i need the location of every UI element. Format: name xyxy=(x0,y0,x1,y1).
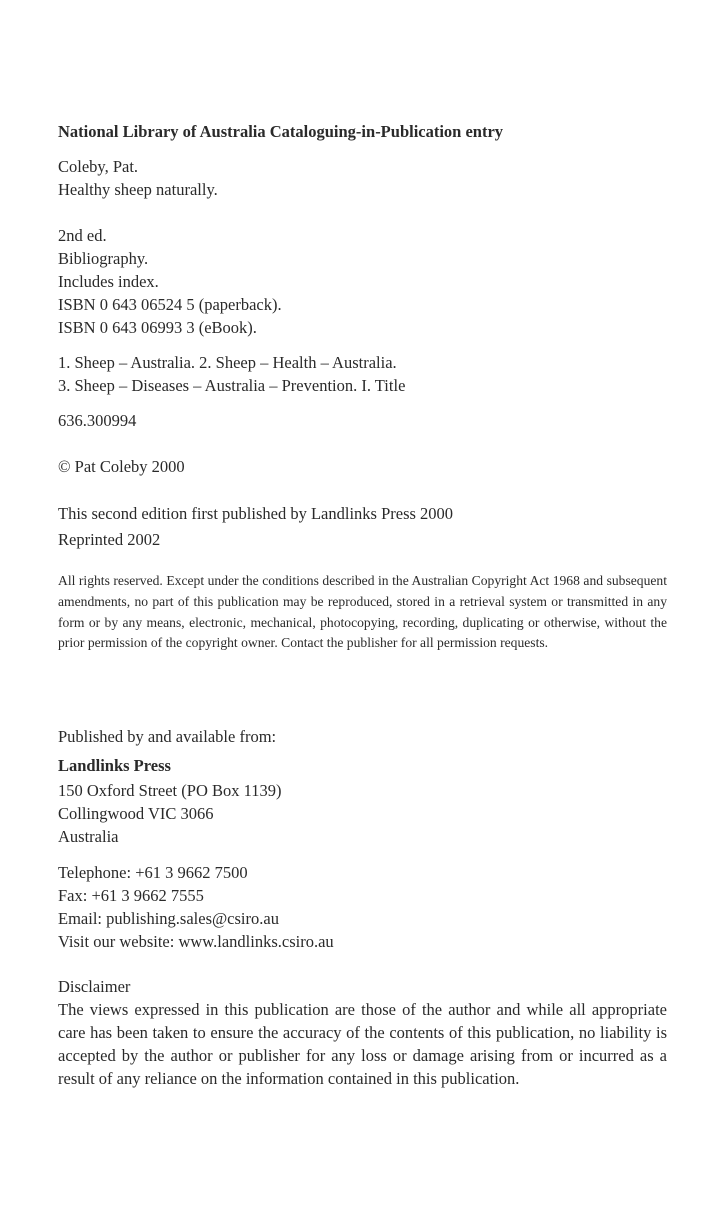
publisher-name: Landlinks Press xyxy=(58,756,171,775)
disclaimer-heading: Disclaimer xyxy=(58,977,131,996)
cip-title: Healthy sheep naturally. xyxy=(58,180,218,199)
cip-bibliography: Bibliography. xyxy=(58,249,149,268)
cip-subjects-line-2: 3. Sheep – Diseases – Australia – Prevention. I. Title xyxy=(58,376,406,395)
cip-heading: National Library of Australia Cataloguing-in-Publication entry xyxy=(58,122,504,141)
publisher-address-1: 150 Oxford Street (PO Box 1139) xyxy=(58,781,282,800)
cip-author: Coleby, Pat. xyxy=(58,157,139,176)
publisher-country: Australia xyxy=(58,827,119,846)
rights-statement: All rights reserved. Except under the conditions described in the Australian Copyright Act 1968 and subsequent amendments, no part of this publication may be reproduced, stored in a retrieval system or transmitted in any form or by any means, electronic, mechanical, photocopying, recording, duplicating or otherwise, without the prior permission of the copyright owner. Contact the publisher for all permission requests. xyxy=(58,573,667,651)
cip-isbn-paperback: ISBN 0 643 06524 5 (paperback). xyxy=(58,295,282,314)
publisher-website[interactable]: Visit our website: www.landlinks.csiro.au xyxy=(58,932,334,951)
cip-index: Includes index. xyxy=(58,272,159,291)
publisher-email[interactable]: Email: publishing.sales@csiro.au xyxy=(58,909,279,928)
publisher-intro: Published by and available from: xyxy=(58,727,277,746)
publisher-fax: Fax: +61 3 9662 7555 xyxy=(58,886,204,905)
cip-isbn-ebook: ISBN 0 643 06993 3 (eBook). xyxy=(58,318,257,337)
disclaimer-text: The views expressed in this publication are those of the author and while all appropriate care has been taken to ensure the accuracy of the contents of this publication, no liability is accepted by the author or publisher for any loss or damage arising from or incurred as a result of any reliance on the information contained in this publication. xyxy=(58,1000,667,1088)
first-published: This second edition first published by Landlinks Press 2000 xyxy=(58,504,454,523)
cip-subjects-line-1: 1. Sheep – Australia. 2. Sheep – Health – Australia. xyxy=(58,353,397,372)
cip-classification: 636.300994 xyxy=(58,411,137,430)
copyright-notice: © Pat Coleby 2000 xyxy=(58,457,185,476)
reprinted: Reprinted 2002 xyxy=(58,530,161,549)
publisher-address-2: Collingwood VIC 3066 xyxy=(58,804,214,823)
publisher-telephone: Telephone: +61 3 9662 7500 xyxy=(58,863,248,882)
cip-edition: 2nd ed. xyxy=(58,226,107,245)
